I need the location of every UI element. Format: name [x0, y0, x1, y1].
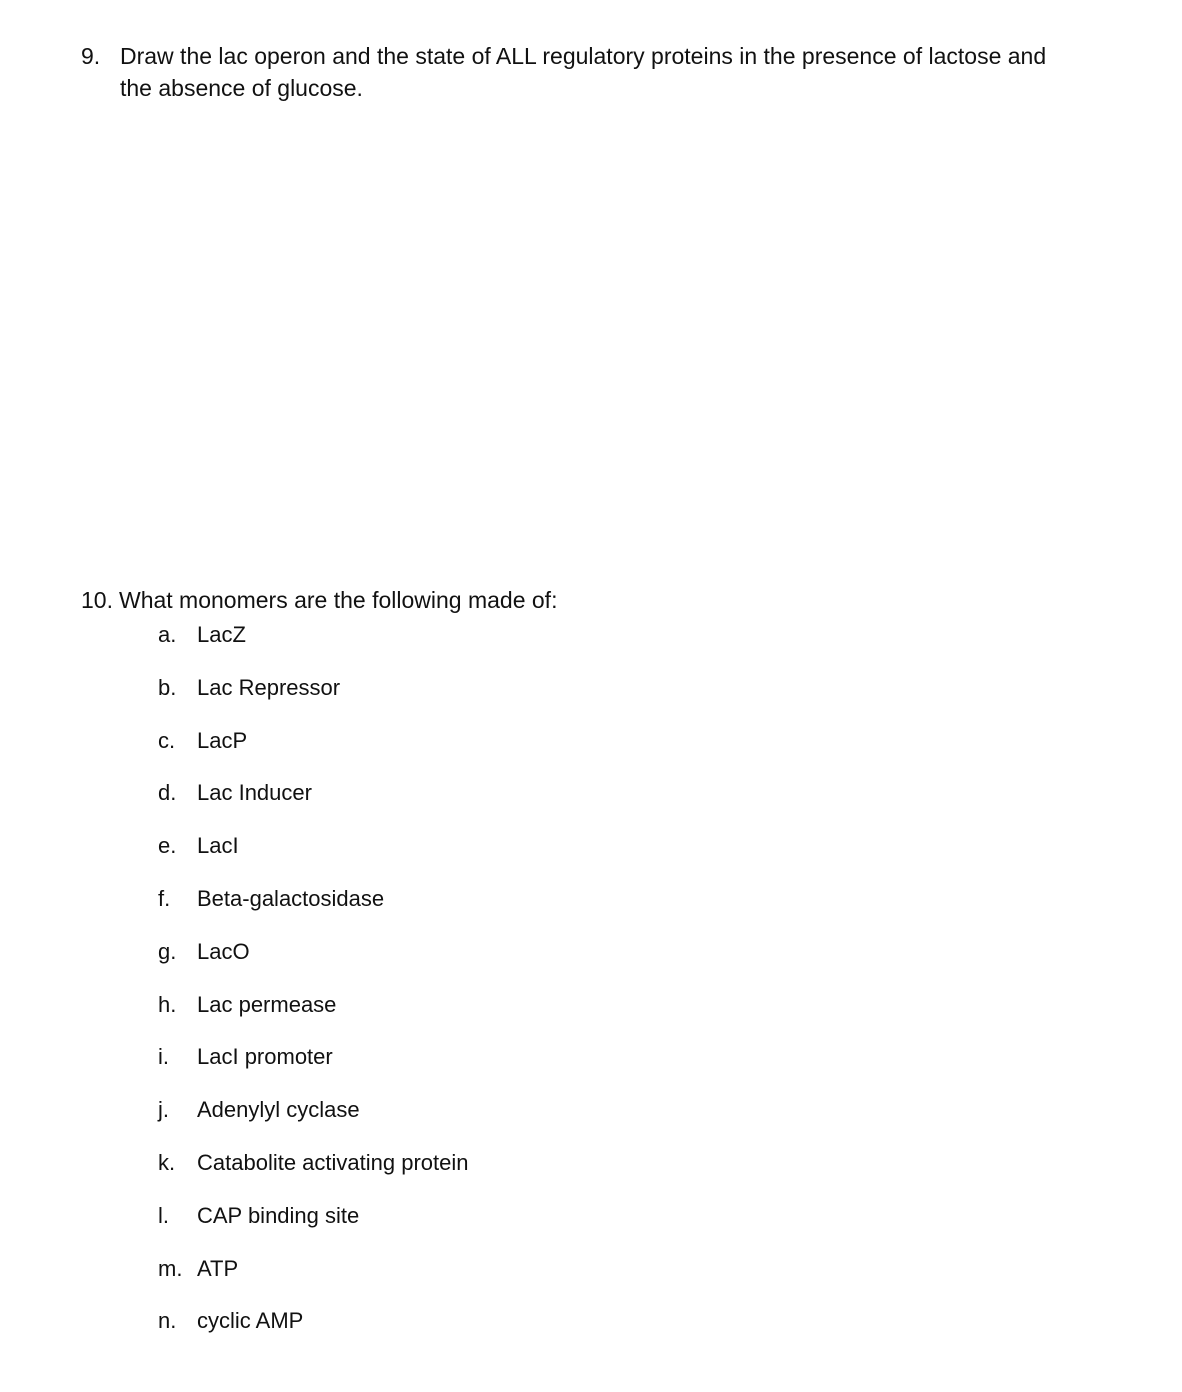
list-item-text: cyclic AMP: [197, 1308, 304, 1334]
list-item: [158, 672, 469, 725]
list-item-letter: b.: [158, 674, 177, 700]
question-9-number: 9.: [81, 43, 101, 69]
list-item: [158, 1094, 469, 1147]
list-item-letter: d.: [158, 780, 177, 806]
list-item-text: LacI: [197, 833, 239, 859]
list-item-letter: e.: [158, 833, 177, 859]
list-item-letter: c.: [158, 727, 176, 753]
list-item-text: CAP binding site: [197, 1202, 360, 1228]
list-item-letter: a.: [158, 622, 177, 647]
list-item: [158, 619, 469, 672]
list-item-text: Lac Inducer: [197, 780, 312, 806]
list-item-letter: i.: [158, 1044, 169, 1070]
list-item-letter: k.: [158, 1149, 176, 1175]
question-10-item-list: [158, 619, 469, 1358]
list-item: [158, 989, 469, 1042]
list-item-letter: j.: [158, 1097, 169, 1123]
list-item-text: LacI promoter: [197, 1044, 333, 1070]
list-item: [158, 1147, 469, 1200]
list-item: [158, 1200, 469, 1253]
question-9: [81, 40, 1081, 104]
list-item: [158, 1305, 469, 1358]
list-item-letter: h.: [158, 991, 177, 1017]
list-item-text: Lac Repressor: [197, 674, 341, 700]
list-item-text: Catabolite activating protein: [197, 1149, 469, 1175]
list-item-letter: f.: [158, 885, 171, 911]
list-item: [158, 777, 469, 830]
list-item-text: ATP: [197, 1255, 239, 1281]
list-item-letter: n.: [158, 1308, 177, 1334]
question-10-number: 10.: [81, 587, 113, 613]
list-item-text: Beta-galactosidase: [197, 885, 385, 911]
list-item-text: Adenylyl cyclase: [197, 1097, 360, 1123]
list-item: [158, 1253, 469, 1306]
list-item-letter: g.: [158, 938, 177, 964]
list-item-text: LacP: [197, 727, 248, 753]
list-item: [158, 883, 469, 936]
list-item: [158, 725, 469, 778]
list-item-text: Lac permease: [197, 991, 337, 1017]
question-9-text: Draw the lac operon and the state of ALL regulatory proteins in the presence of lactose and the absence of glucose.: [120, 43, 1047, 101]
list-item-text: LacO: [197, 938, 250, 964]
list-item-text: LacZ: [197, 622, 246, 647]
list-item-letter: l.: [158, 1202, 169, 1228]
list-item-letter: m.: [158, 1255, 183, 1281]
list-item: [158, 936, 469, 989]
list-item: [158, 830, 469, 883]
question-10: [81, 584, 557, 616]
list-item: [158, 1041, 469, 1094]
question-10-text: What monomers are the following made of:: [118, 587, 558, 613]
